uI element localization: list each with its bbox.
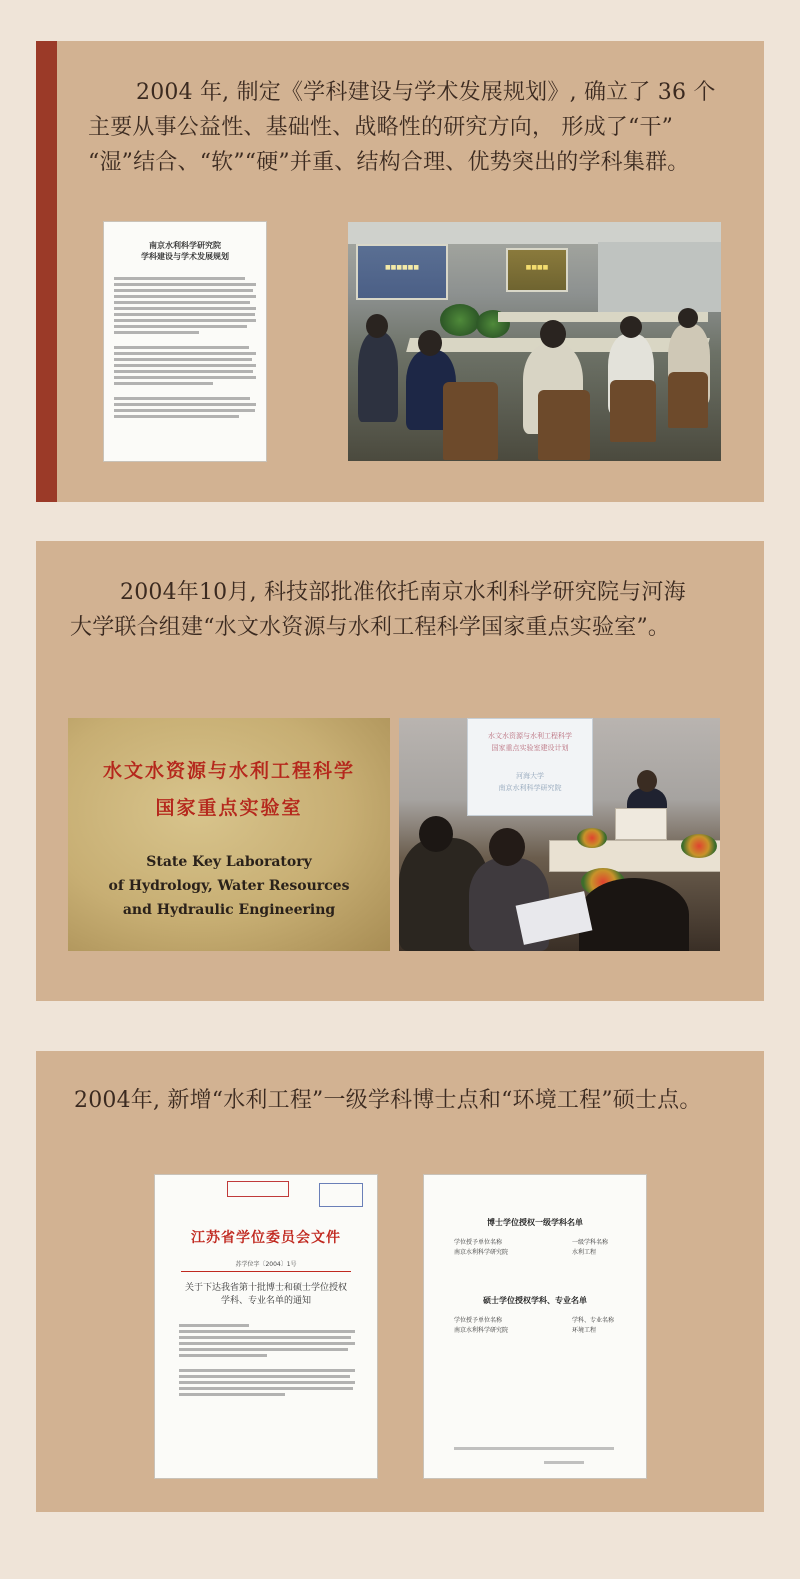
doc-col-head: 学科、专业名称 xyxy=(572,1317,615,1324)
planning-document-image xyxy=(104,222,266,461)
screen-line: 水文水资源与水利工程科学 xyxy=(488,732,572,740)
section-3-text xyxy=(74,1083,764,1118)
section-2004-degree-programs xyxy=(36,1051,764,1512)
meeting-photo-1: ■■■■■■ ■■■■ xyxy=(348,222,721,461)
doc-subtitle: 学科、专业名单的通知 xyxy=(220,1296,311,1306)
plaque-line2-en: of Hydrology, Water Resources xyxy=(108,878,350,894)
doc-discipline: 水利工程 xyxy=(572,1249,597,1256)
doc-col-head: 一级学科名称 xyxy=(572,1239,609,1246)
jiangsu-degree-committee-document xyxy=(155,1175,377,1478)
screen-line: 河海大学 xyxy=(516,772,544,780)
text-line: 2004 年, 制定《学科建设与学术发展规划》, 确立了 36 个 xyxy=(136,80,716,105)
section-state-key-lab xyxy=(36,541,764,1001)
doc-heading: 硕士学位授权学科、专业名单 xyxy=(483,1295,587,1305)
plaque-line3-en: and Hydraulic Engineering xyxy=(122,902,336,918)
meeting-photo-2 xyxy=(399,718,720,951)
screen-line: 国家重点实验室建设计划 xyxy=(491,744,569,752)
doc-unit: 南京水利科学研究院 xyxy=(454,1327,509,1334)
doc-number: 苏学位字〔2004〕1号 xyxy=(235,1261,297,1268)
doc-title: 南京水利科学研究院 xyxy=(149,240,221,250)
text-line: 2004年, 新增“水利工程”一级学科博士点和“环境工程”硕士点。 xyxy=(74,1088,702,1113)
section-1-text xyxy=(88,75,748,180)
doc-col-head: 学位授予单位名称 xyxy=(454,1239,503,1246)
text-line: 大学联合组建“水文水资源与水利工程科学国家重点实验室”。 xyxy=(70,615,671,640)
text-line: “湿”结合、“软”“硬”并重、结构合理、优势突出的学科集群。 xyxy=(88,150,690,175)
screen-line: 南京水利科学研究院 xyxy=(498,784,562,792)
doc-subtitle: 学科建设与学术发展规划 xyxy=(141,251,229,261)
accent-bar xyxy=(36,41,57,502)
lab-plaque-image xyxy=(68,718,390,951)
section-2-text xyxy=(70,575,750,645)
doc-discipline: 环境工程 xyxy=(572,1327,597,1334)
doc-heading: 博士学位授权一级学科名单 xyxy=(487,1217,583,1227)
doc-col-head: 学位授予单位名称 xyxy=(454,1317,503,1324)
degree-program-list-document xyxy=(424,1175,646,1478)
doc-header: 江苏省学位委员会文件 xyxy=(191,1230,341,1246)
text-line: 2004年10月, 科技部批准依托南京水利科学研究院与河海 xyxy=(120,580,686,605)
plaque-title-cn: 水文水资源与水利工程科学 xyxy=(102,760,355,782)
text-line: 主要从事公益性、基础性、战略性的研究方向， 形成了“干” xyxy=(88,115,674,140)
plaque-title-en: State Key Laboratory xyxy=(146,854,312,870)
doc-title: 关于下达我省第十批博士和硕士学位授权 xyxy=(184,1283,347,1293)
doc-unit: 南京水利科学研究院 xyxy=(454,1249,509,1256)
plaque-subtitle-cn: 国家重点实验室 xyxy=(155,797,303,819)
section-2004-plan xyxy=(36,41,764,502)
